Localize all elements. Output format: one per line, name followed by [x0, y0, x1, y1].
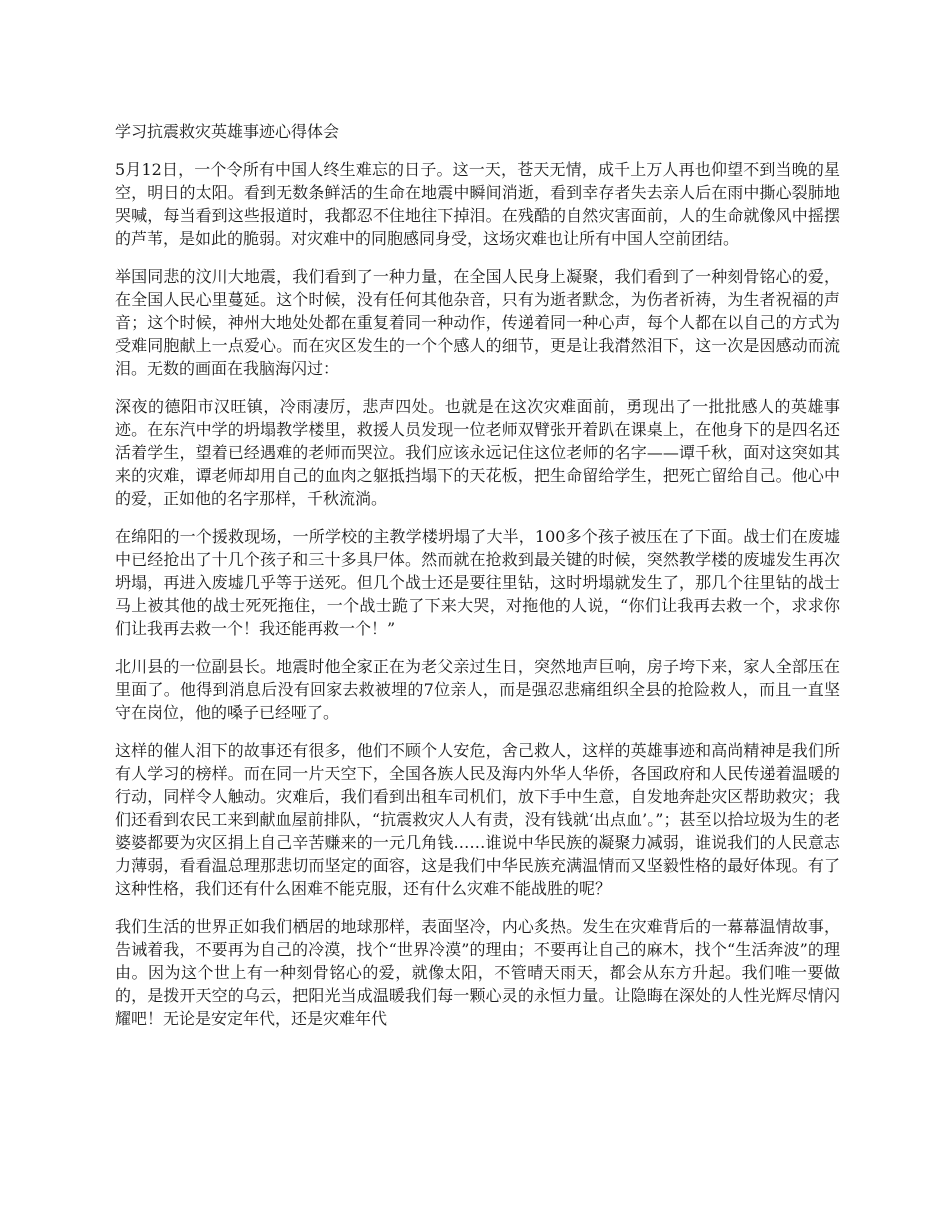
paragraph-7: 我们生活的世界正如我们栖居的地球那样，表面坚冷，内心炙热。发生在灾难背后的一幕幕温情故事，告诫着我，不要再为自己的冷漠，找个“世界冷漠”的理由；不要再让自己的麻木，找个“生活奔波”的理由。因为这个世上有一种刻骨铭心的爱，就像太阳，不管晴天雨天，都会从东方升起。我们唯一要做的，是拨开天空的乌云，把阳光当成温暖我们每一颗心灵的永恒力量。让隐晦在深处的人性光辉尽情闪耀吧！无论是安定年代，还是灾难年代 [115, 917, 840, 1028]
paragraph-2: 举国同悲的汶川大地震，我们看到了一种力量，在全国人民身上凝聚，我们看到了一种刻骨铭心的爱，在全国人民心里蔓延。这个时候，没有任何其他杂音，只有为逝者默念，为伤者祈祷，为生者祝福的声音；这个时候，神州大地处处都在重复着同一种动作，传递着同一种心声，每个人都在以自己的方式为受难同胞献上一点爱心。而在灾区发生的一个个感人的细节，更是让我潸然泪下，这一次是因感动而流泪。无数的画面在我脑海闪过： [115, 267, 840, 378]
document-title: 学习抗震救灾英雄事迹心得体会 [115, 122, 340, 141]
paragraph-6: 这样的催人泪下的故事还有很多，他们不顾个人安危，舍己救人，这样的英雄事迹和高尚精神是我们所有人学习的榜样。而在同一片天空下，全国各族人民及海内外华人华侨，各国政府和人民传递着温暖的行动，同样令人触动。灾难后，我们看到出租车司机们，放下手中生意，自发地奔赴灾区帮助救灾；我们还看到农民工来到献血屋前排队，“抗震救灾人人有责，没有钱就‘出点血’。”；甚至以拾垃圾为生的老婆婆都要为灾区捐上自己辛苦赚来的一元几角钱……谁说中华民族的凝聚力减弱，谁说我们的人民意志力薄弱，看看温总理那悲切而坚定的面容，这是我们中华民族充满温情而又坚毅性格的最好体现。有了这种性格，我们还有什么困难不能克服，还有什么灾难不能战胜的呢？ [115, 741, 840, 898]
paragraph-1: 5月12日，一个令所有中国人终生难忘的日子。这一天，苍天无情，成千上万人再也仰望不到当晚的星空，明日的太阳。看到无数条鲜活的生命在地震中瞬间消逝，看到幸存者失去亲人后在雨中撕心裂肺地哭喊，每当看到这些报道时，我都忍不住地往下掉泪。在残酷的自然灾害面前，人的生命就像风中摇摆的芦苇，是如此的脆弱。对灾难中的同胞感同身受，这场灾难也让所有中国人空前团结。 [115, 160, 840, 248]
paragraph-5: 北川县的一位副县长。地震时他全家正在为老父亲过生日，突然地声巨响，房子垮下来，家人全部压在里面了。他得到消息后没有回家去救被埋的7位亲人，而是强忍悲痛组织全县的抢险救人，而且一直坚守在岗位，他的嗓子已经哑了。 [115, 657, 840, 722]
paragraph-3: 深夜的德阳市汉旺镇，冷雨凄厉，悲声四处。也就是在这次灾难面前，勇现出了一批批感人的英雄事迹。在东汽中学的坍塌教学楼里，救援人员发现一位老师双臂张开着趴在课桌上，在他身下的是四名还活着学生，望着已经遇难的老师而哭泣。我们应该永远记住这位老师的名字——谭千秋，面对这突如其来的灾难，谭老师却用自己的血肉之躯抵挡塌下的天花板，把生命留给学生，把死亡留给自己。他心中的爱，正如他的名字那样，千秋流淌。 [115, 397, 840, 508]
document-page [115, 120, 840, 1045]
paragraph-4: 在绵阳的一个援救现场，一所学校的主教学楼坍塌了大半，100多个孩子被压在了下面。战士们在废墟中已经抢出了十几个孩子和三十多具尸体。然而就在抢救到最关键的时候，突然教学楼的废墟发生再次坍塌，再进入废墟几乎等于送死。但几个战士还是要往里钻，这时坍塌就发生了，那几个往里钻的战士马上被其他的战士死死拖住，一个战士跪了下来大哭，对拖他的人说，“你们让我再去救一个，求求你们让我再去救一个！我还能再救一个！” [115, 527, 840, 638]
